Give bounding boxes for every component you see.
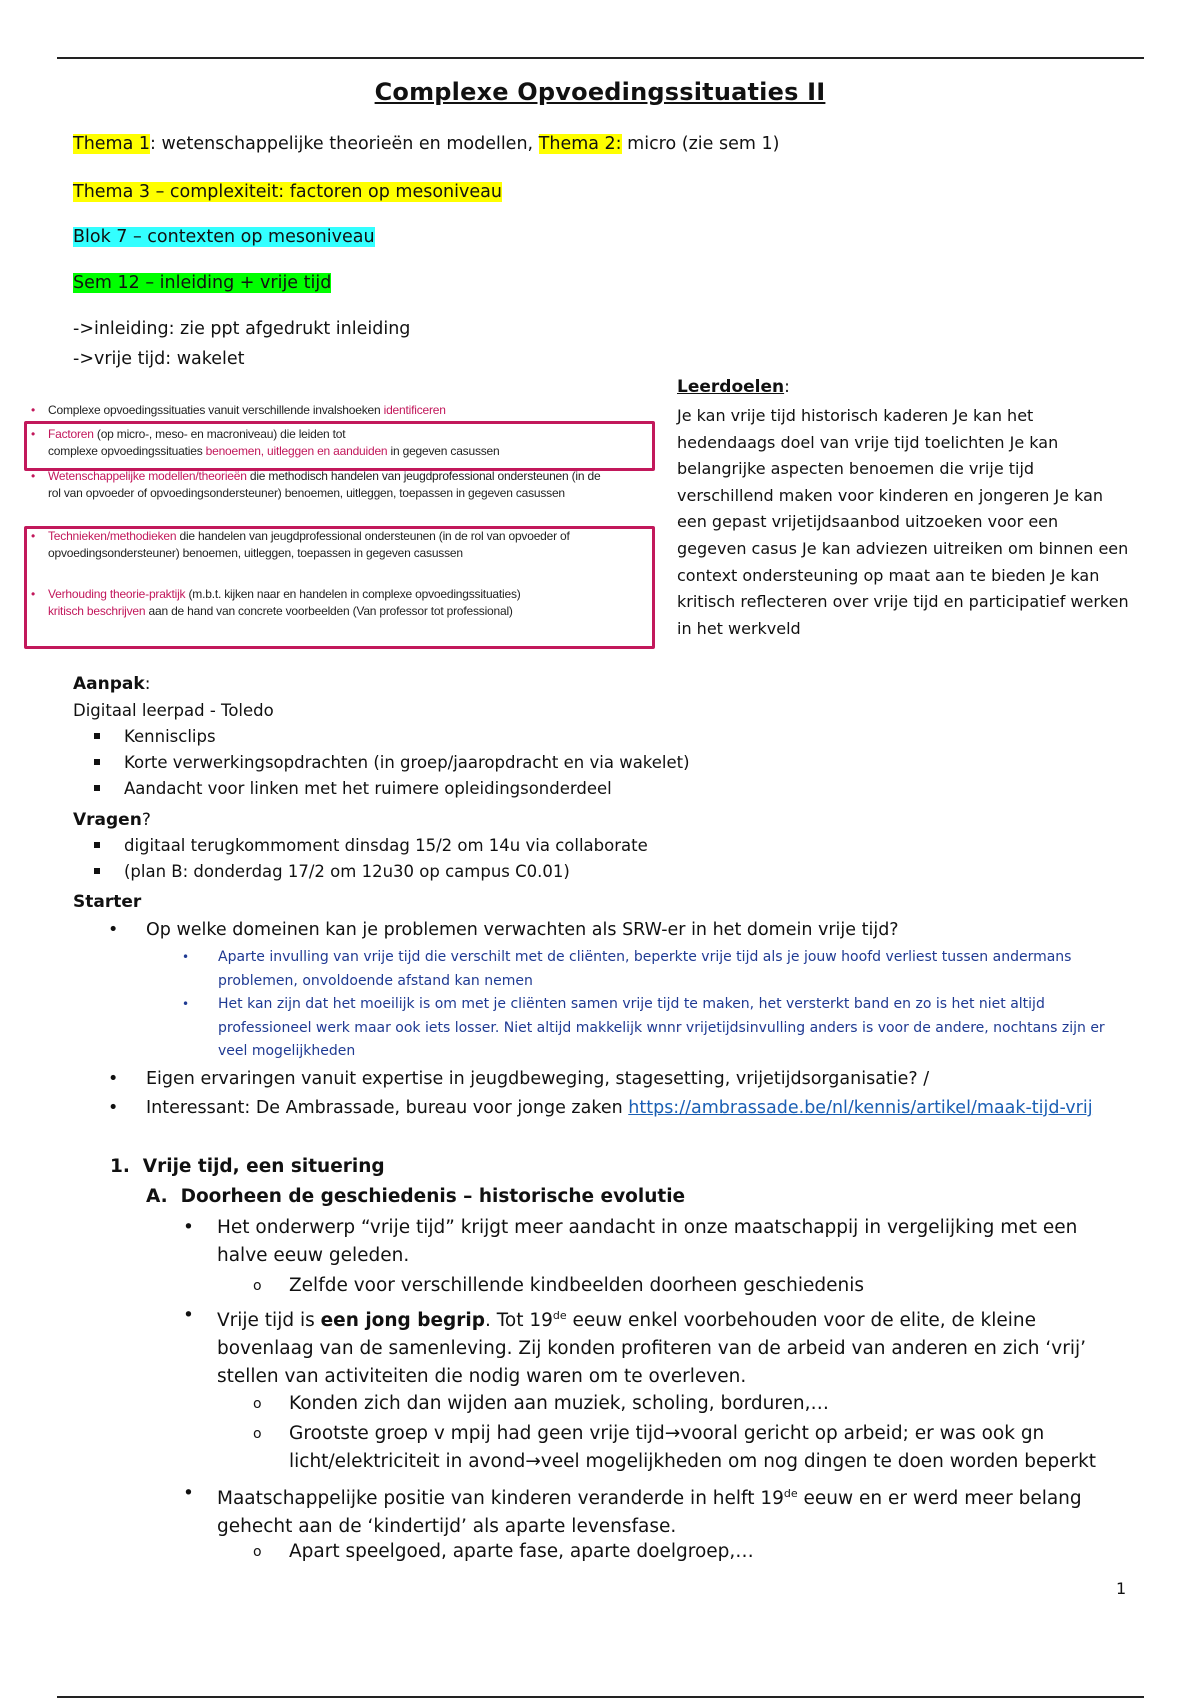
- theme2-label: Thema 2:: [538, 134, 622, 154]
- aanpak-heading: Aanpak:: [73, 674, 151, 694]
- aanpak-sub: Digitaal leerpad - Toledo: [73, 701, 274, 720]
- objective-5: • Verhouding theorie-praktijk (m.b.t. kijken naar en handelen in complexe opvoedingssituaties) kritisch beschrijven aan de hand van concrete voorbeelden (Van professor tot professional): [31, 587, 521, 618]
- page-title: Complexe Opvoedingssituaties II: [374, 78, 826, 106]
- starter-question-3: • Interessant: De Ambrassade, bureau voor jonge zaken https://ambrassade.be/nl/kennis/artikel/maak-tijd-vrij: [108, 1098, 1093, 1118]
- sem-text: Sem 12 – inleiding + vrije tijd: [73, 273, 332, 293]
- intro-line-2: ->vrije tijd: wakelet: [73, 349, 245, 369]
- intro-line-1: ->inleiding: zie ppt afgedrukt inleiding: [73, 319, 411, 339]
- theme1-text: : wetenschappelijke theorieën en modellen,: [150, 134, 539, 154]
- vragen-item: (plan B: donderdag 17/2 om 12u30 op campus C0.01): [124, 859, 648, 885]
- page-number: 1: [1116, 1579, 1127, 1598]
- history-sub-4: o Apart speelgoed, aparte fase, aparte doelgroep,…: [253, 1541, 754, 1562]
- sem-heading: [73, 272, 331, 294]
- top-rule: [57, 57, 1144, 59]
- history-sub-3: o Grootste groep v mpij had geen vrije tijd→vooral gericht op arbeid; er was ook gn licht/elektriciteit in avond→veel mogelijkheden om nog dingen te doen worden beperkt: [253, 1423, 1097, 1472]
- vragen-list: [124, 833, 648, 885]
- aanpak-list: [124, 724, 690, 802]
- ambrassade-link[interactable]: https://ambrassade.be/nl/kennis/artikel/maak-tijd-vrij: [628, 1098, 1093, 1118]
- history-bullet-2: • Vrije tijd is een jong begrip. Tot 19de eeuw enkel voorbehouden voor de elite, de kleine bovenlaag van de samenleving. Zij konden profiteren van de arbeid van anderen en zich ‘vrij’ stellen van activiteiten die nodig waren om te overleven.: [183, 1305, 1086, 1388]
- theme-line: [73, 133, 779, 155]
- theme1-label: Thema 1: [73, 134, 151, 154]
- aanpak-item: Korte verwerkingsopdrachten (in groep/jaaropdracht en via wakelet): [124, 750, 690, 776]
- blok-heading: [73, 226, 375, 248]
- leerdoelen-text: Je kan vrije tijd historisch kaderen Je kan het hedendaags doel van vrije tijd toelichten Je kan belangrijke aspecten benoemen die vrije tijd verschillend maken voor kinderen en jongeren Je kan een gepast vrijetijdsaanbod uitzoeken voor een gegeven casus Je kan adviezen uitreiken om binnen een context ondersteuning op maat aan te bieden Je kan kritisch reflecteren over vrije tijd en participatief werken in het werkveld: [677, 406, 1129, 638]
- objective-2: • Factoren (op micro-, meso- en macroniveau) die leiden tot complexe opvoedingssituaties benoemen, uitleggen en aanduiden in gegeven casussen: [31, 427, 500, 458]
- objective-1: • Complexe opvoedingssituaties vanuit verschillende invalshoeken identificeren: [31, 403, 446, 417]
- theme2-text: micro (zie sem 1): [621, 134, 780, 154]
- history-sub-2: o Konden zich dan wijden aan muziek, scholing, borduren,…: [253, 1393, 830, 1414]
- vragen-item: digitaal terugkommoment dinsdag 15/2 om 14u via collaborate: [124, 833, 648, 859]
- aanpak-item: Kennisclips: [124, 724, 690, 750]
- starter-heading: Starter: [73, 892, 142, 912]
- objective-3: • Wetenschappelijke modellen/theorieën die methodisch handelen van jeugdprofessional ondersteunen (in de rol van opvoeder of opvoedingsondersteuner) benoemen, uitleggen, toepassen in gegeven casussen: [31, 469, 601, 500]
- vragen-heading: Vragen?: [73, 810, 151, 830]
- section-1-heading: 1. Vrije tijd, een situering: [110, 1156, 385, 1177]
- history-bullet-3: • Maatschappelijke positie van kinderen veranderde in helft 19de eeuw en er werd meer belang gehecht aan de ‘kindertijd’ als aparte levensfase.: [183, 1483, 1082, 1538]
- theme3-heading: [73, 181, 502, 203]
- starter-question-2: • Eigen ervaringen vanuit expertise in jeugdbeweging, stagesetting, vrijetijdsorganisatie? /: [108, 1069, 930, 1089]
- blok-text: Blok 7 – contexten op mesoniveau: [73, 227, 375, 247]
- objective-4: • Technieken/methodieken die handelen van jeugdprofessional ondersteunen (in de rol van opvoeder of opvoedingsondersteuner) benoemen, uitleggen, toepassen in gegeven casussen: [31, 529, 570, 560]
- starter-answer-1: • Aparte invulling van vrije tijd die verschilt met de cliënten, beperkte vrije tijd als je jouw hoofd verliest tussen andermans problemen, onvoldoende afstand kan nemen: [182, 949, 1072, 989]
- starter-question-1: • Op welke domeinen kan je problemen verwachten als SRW-er in het domein vrije tijd?: [108, 920, 899, 940]
- section-1a-heading: A. Doorheen de geschiedenis – historische evolutie: [146, 1186, 686, 1207]
- history-bullet-1: • Het onderwerp “vrije tijd” krijgt meer aandacht in onze maatschappij in vergelijking met een halve eeuw geleden.: [183, 1217, 1078, 1266]
- theme3-text: Thema 3 – complexiteit: factoren op mesoniveau: [73, 182, 502, 202]
- aanpak-item: Aandacht voor linken met het ruimere opleidingsonderdeel: [124, 776, 690, 802]
- bottom-rule: [57, 1696, 1144, 1698]
- leerdoelen-heading: Leerdoelen:: [677, 377, 790, 397]
- starter-answer-2: • Het kan zijn dat het moeilijk is om met je cliënten samen vrije tijd te maken, het versterkt band en zo is het niet altijd professioneel werk maar ook iets losser. Niet altijd makkelijk wnnr vrijetijdsinvulling anders is voor de andere, nochtans zijn er veel mogelijkheden: [182, 996, 1105, 1059]
- history-sub-1: o Zelfde voor verschillende kindbeelden doorheen geschiedenis: [253, 1275, 865, 1296]
